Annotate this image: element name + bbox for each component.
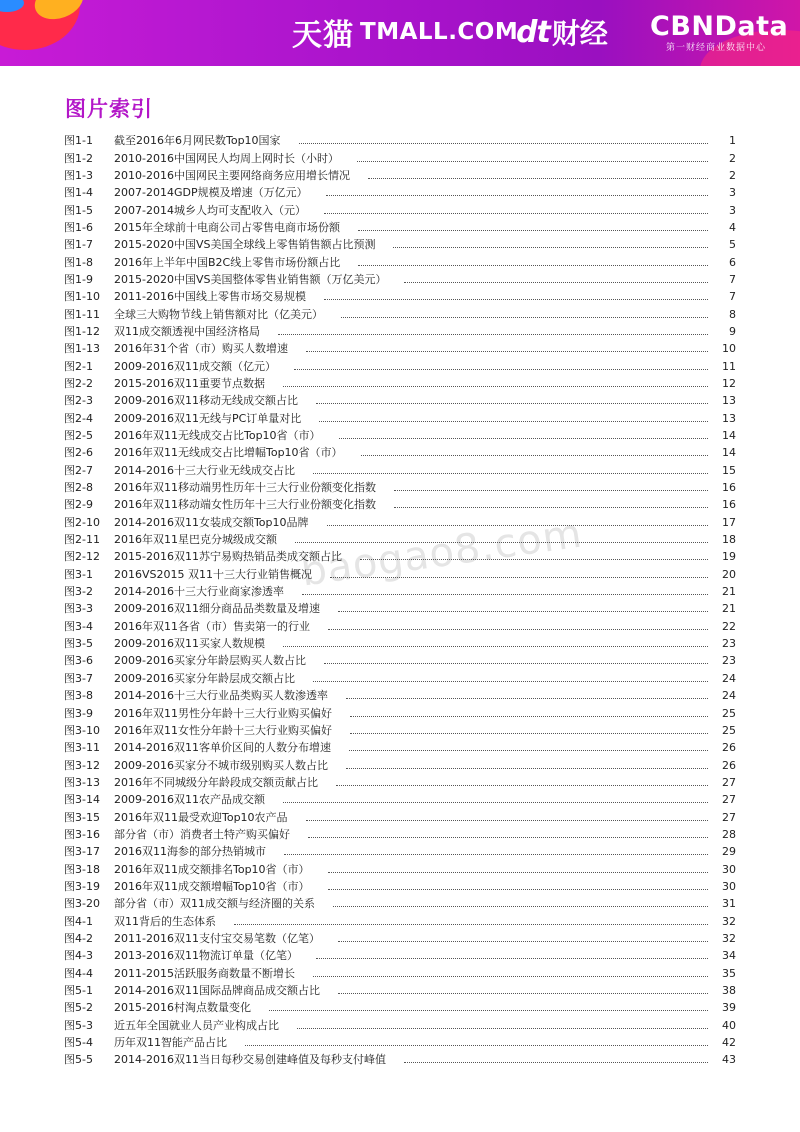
toc-dot-leader xyxy=(302,594,708,595)
toc-dot-leader xyxy=(283,802,708,803)
toc-figure-number: 图3-16 xyxy=(64,827,100,841)
toc-page-number: 9 xyxy=(729,324,736,338)
toc-dot-leader xyxy=(358,265,708,266)
toc-figure-title: 2009-2016买家分年龄层购买人数占比 xyxy=(114,654,306,668)
toc-entry[interactable] xyxy=(64,826,736,843)
toc-dot-leader xyxy=(328,872,708,873)
toc-entry[interactable] xyxy=(64,184,736,201)
toc-figure-title: 部分省（市）双11成交额与经济圈的关系 xyxy=(114,897,315,911)
toc-entry[interactable] xyxy=(64,392,736,409)
toc-dot-leader xyxy=(324,299,708,300)
toc-page-number: 7 xyxy=(729,272,736,286)
tmall-logo xyxy=(292,14,519,53)
toc-figure-number: 图3-12 xyxy=(64,758,100,772)
toc-entry[interactable] xyxy=(64,427,736,444)
toc-dot-leader xyxy=(333,906,708,907)
toc-page-number: 27 xyxy=(722,775,736,789)
toc-dot-leader xyxy=(283,646,708,647)
toc-dot-leader xyxy=(327,525,708,526)
toc-figure-number: 图2-4 xyxy=(64,411,93,425)
toc-page-number: 15 xyxy=(722,463,736,477)
toc-figure-number: 图4-3 xyxy=(64,949,93,963)
toc-figure-title: 2016年31个省（市）购买人数增速 xyxy=(114,342,288,356)
toc-figure-number: 图1-9 xyxy=(64,272,93,286)
toc-dot-leader xyxy=(324,213,708,214)
toc-figure-number: 图3-8 xyxy=(64,689,93,703)
toc-figure-number: 图3-14 xyxy=(64,793,100,807)
toc-entry[interactable] xyxy=(64,375,736,392)
toc-figure-number: 图3-13 xyxy=(64,775,100,789)
toc-entry[interactable] xyxy=(64,323,736,340)
toc-entry[interactable] xyxy=(64,739,736,756)
toc-dot-leader xyxy=(336,785,708,786)
toc-dot-leader xyxy=(284,854,708,855)
toc-entry[interactable] xyxy=(64,253,736,270)
toc-entry[interactable] xyxy=(64,635,736,652)
toc-dot-leader xyxy=(308,837,708,838)
toc-dot-leader xyxy=(245,1045,708,1046)
toc-figure-number: 图1-10 xyxy=(64,290,100,304)
toc-entry[interactable] xyxy=(64,444,736,461)
toc-dot-leader xyxy=(346,698,708,699)
toc-dot-leader xyxy=(306,820,708,821)
toc-entry[interactable] xyxy=(64,965,736,982)
toc-entry[interactable] xyxy=(64,305,736,322)
toc-figure-number: 图1-11 xyxy=(64,307,100,321)
toc-figure-number: 图2-2 xyxy=(64,376,93,390)
toc-entry[interactable] xyxy=(64,843,736,860)
toc-entry[interactable] xyxy=(64,496,736,513)
toc-dot-leader xyxy=(319,421,708,422)
toc-page-number: 5 xyxy=(729,238,736,252)
toc-page-number: 22 xyxy=(722,619,736,633)
toc-dot-leader xyxy=(313,976,708,977)
toc-figure-title: 2014-2016双11当日每秒交易创建峰值及每秒支付峰值 xyxy=(114,1053,386,1067)
toc-figure-number: 图2-9 xyxy=(64,498,93,512)
toc-figure-number: 图3-11 xyxy=(64,741,100,755)
toc-page-number: 39 xyxy=(722,1001,736,1015)
toc-entry[interactable] xyxy=(64,652,736,669)
toc-figure-title: 2007-2014城乡人均可支配收入（元） xyxy=(114,203,306,217)
toc-figure-title: 2009-2016买家分不城市级别购买人数占比 xyxy=(114,758,328,772)
toc-figure-title: 2016年双11星巴克分城级成交额 xyxy=(114,533,277,547)
toc-page-number: 21 xyxy=(722,585,736,599)
toc-figure-title: 2016年双11移动端男性历年十三大行业份额变化指数 xyxy=(114,481,376,495)
toc-page-number: 30 xyxy=(722,862,736,876)
toc-entry[interactable] xyxy=(64,149,736,166)
toc-dot-leader xyxy=(357,161,708,162)
toc-figure-title: 2014-2016十三大行业商家渗透率 xyxy=(114,585,284,599)
toc-entry[interactable] xyxy=(64,878,736,895)
toc-figure-number: 图3-20 xyxy=(64,897,100,911)
toc-figure-number: 图1-6 xyxy=(64,220,93,234)
toc-dot-leader xyxy=(313,681,708,682)
toc-figure-title: 2016年双11各省（市）售卖第一的行业 xyxy=(114,619,310,633)
toc-figure-number: 图5-5 xyxy=(64,1053,93,1067)
toc-figure-title: 截至2016年6月网民数Top10国家 xyxy=(114,134,281,148)
toc-figure-title: 2009-2016双11无线与PC订单量对比 xyxy=(114,411,302,425)
toc-figure-title: 2007-2014GDP规模及增速（万亿元） xyxy=(114,186,308,200)
toc-dot-leader xyxy=(294,369,708,370)
toc-figure-title: 双11成交额透视中国经济格局 xyxy=(114,324,260,338)
toc-page-number: 4 xyxy=(729,220,736,234)
toc-dot-leader xyxy=(338,993,708,994)
toc-entry[interactable] xyxy=(64,548,736,565)
toc-entry[interactable] xyxy=(64,462,736,479)
cbndata-logo xyxy=(650,11,789,54)
toc-entry[interactable] xyxy=(64,566,736,583)
toc-figure-number: 图3-19 xyxy=(64,879,100,893)
toc-page-number: 42 xyxy=(722,1036,736,1050)
toc-entry[interactable] xyxy=(64,340,736,357)
toc-figure-number: 图1-3 xyxy=(64,168,93,182)
toc-entry[interactable] xyxy=(64,357,736,374)
toc-figure-title: 2009-2016买家分年龄层成交额占比 xyxy=(114,671,295,685)
toc-entry[interactable] xyxy=(64,930,736,947)
toc-entry[interactable] xyxy=(64,1051,736,1068)
toc-dot-leader xyxy=(393,247,708,248)
toc-figure-title: 2009-2016双11买家人数规模 xyxy=(114,637,265,651)
toc-dot-leader xyxy=(338,611,708,612)
toc-figure-number: 图2-1 xyxy=(64,359,93,373)
toc-figure-title: 2015-2016双11重要节点数据 xyxy=(114,376,265,390)
toc-figure-number: 图3-4 xyxy=(64,619,93,633)
watermark: baogao8.com xyxy=(298,510,586,596)
toc-dot-leader xyxy=(316,958,708,959)
toc-dot-leader xyxy=(297,1028,708,1029)
toc-page-number: 29 xyxy=(722,845,736,859)
toc-figure-title: 2015-2020中国VS美国整体零售业销售额（万亿美元） xyxy=(114,272,387,286)
toc-page-number: 16 xyxy=(722,481,736,495)
toc-dot-leader xyxy=(283,386,708,387)
page-header-banner xyxy=(0,0,800,66)
toc-dot-leader xyxy=(313,473,708,474)
toc-figure-number: 图3-2 xyxy=(64,585,93,599)
toc-entry[interactable] xyxy=(64,670,736,687)
toc-figure-title: 2016VS2015 双11十三大行业销售概况 xyxy=(114,567,312,581)
toc-dot-leader xyxy=(330,577,708,578)
toc-page-number: 25 xyxy=(722,706,736,720)
toc-figure-number: 图5-3 xyxy=(64,1018,93,1032)
toc-figure-title: 部分省（市）消费者土特产购买偏好 xyxy=(114,827,290,841)
toc-entry[interactable] xyxy=(64,132,736,149)
toc-entry[interactable] xyxy=(64,1017,736,1034)
toc-figure-number: 图2-11 xyxy=(64,533,100,547)
toc-figure-title: 2016年上半年中国B2C线上零售市场份额占比 xyxy=(114,255,341,269)
toc-figure-title: 2015-2016村淘点数量变化 xyxy=(114,1001,251,1015)
toc-dot-leader xyxy=(339,438,708,439)
toc-page-number: 21 xyxy=(722,602,736,616)
toc-figure-number: 图1-7 xyxy=(64,238,93,252)
toc-entry[interactable] xyxy=(64,167,736,184)
toc-figure-number: 图1-1 xyxy=(64,134,93,148)
toc-figure-title: 2016年双11无线成交占比Top10省（市） xyxy=(114,429,321,443)
toc-figure-number: 图2-6 xyxy=(64,446,93,460)
toc-dot-leader xyxy=(349,750,708,751)
toc-figure-title: 双11背后的生态体系 xyxy=(114,914,216,928)
toc-dot-leader xyxy=(324,663,708,664)
toc-figure-number: 图1-4 xyxy=(64,186,93,200)
toc-page-number: 30 xyxy=(722,879,736,893)
toc-page-number: 32 xyxy=(722,931,736,945)
toc-dot-leader xyxy=(306,351,708,352)
toc-figure-number: 图5-1 xyxy=(64,984,93,998)
toc-figure-number: 图3-10 xyxy=(64,723,100,737)
toc-page-number: 23 xyxy=(722,654,736,668)
toc-figure-number: 图1-8 xyxy=(64,255,93,269)
toc-figure-number: 图1-12 xyxy=(64,324,100,338)
toc-figure-number: 图4-4 xyxy=(64,966,93,980)
toc-figure-title: 2016年双11最受欢迎Top10农产品 xyxy=(114,810,288,824)
toc-figure-number: 图2-5 xyxy=(64,429,93,443)
toc-page-number: 26 xyxy=(722,741,736,755)
toc-figure-number: 图3-18 xyxy=(64,862,100,876)
toc-figure-title: 2014-2016双11女装成交额Top10品牌 xyxy=(114,515,309,529)
toc-figure-title: 全球三大购物节线上销售额对比（亿美元） xyxy=(114,307,323,321)
toc-page-number: 8 xyxy=(729,307,736,321)
toc-figure-number: 图3-5 xyxy=(64,637,93,651)
toc-entry[interactable] xyxy=(64,583,736,600)
toc-figure-title: 2014-2016双11客单价区间的人数分布增速 xyxy=(114,741,331,755)
toc-page-number: 25 xyxy=(722,723,736,737)
toc-figure-number: 图4-1 xyxy=(64,914,93,928)
toc-page-number: 24 xyxy=(722,671,736,685)
toc-figure-title: 2014-2016十三大行业品类购买人数渗透率 xyxy=(114,689,328,703)
toc-figure-number: 图4-2 xyxy=(64,931,93,945)
toc-dot-leader xyxy=(234,924,708,925)
toc-dot-leader xyxy=(278,334,708,335)
toc-figure-title: 2009-2016双11移动无线成交额占比 xyxy=(114,394,298,408)
toc-entry[interactable] xyxy=(64,288,736,305)
toc-entry[interactable] xyxy=(64,947,736,964)
toc-figure-title: 2010-2016中国网民人均周上网时长（小时） xyxy=(114,151,339,165)
toc-entry[interactable] xyxy=(64,704,736,721)
toc-dot-leader xyxy=(394,490,708,491)
toc-figure-number: 图2-3 xyxy=(64,394,93,408)
toc-figure-title: 2015-2020中国VS美国全球线上零售销售额占比预测 xyxy=(114,238,376,252)
toc-figure-number: 图1-5 xyxy=(64,203,93,217)
toc-page-number: 13 xyxy=(722,394,736,408)
toc-figure-number: 图3-9 xyxy=(64,706,93,720)
toc-dot-leader xyxy=(358,230,708,231)
toc-figure-title: 历年双11智能产品占比 xyxy=(114,1036,227,1050)
tmall-logo-en: TMALL.COM xyxy=(360,19,519,45)
toc-figure-title: 近五年全国就业人员产业构成占比 xyxy=(114,1018,279,1032)
toc-figure-title: 2011-2016双11支付宝交易笔数（亿笔） xyxy=(114,931,320,945)
dt-logo-mark: dt xyxy=(516,14,550,50)
toc-figure-number: 图3-1 xyxy=(64,567,93,581)
toc-figure-number: 图5-4 xyxy=(64,1036,93,1050)
figure-index-list xyxy=(64,132,736,1069)
toc-page-number: 11 xyxy=(722,359,736,373)
toc-figure-number: 图3-3 xyxy=(64,602,93,616)
toc-figure-title: 2011-2016中国线上零售市场交易规模 xyxy=(114,290,306,304)
toc-entry[interactable] xyxy=(64,236,736,253)
toc-page-number: 19 xyxy=(722,550,736,564)
toc-page-number: 7 xyxy=(729,290,736,304)
toc-figure-number: 图2-8 xyxy=(64,481,93,495)
toc-page-number: 26 xyxy=(722,758,736,772)
toc-dot-leader xyxy=(404,1062,708,1063)
toc-dot-leader xyxy=(360,559,708,560)
toc-entry[interactable] xyxy=(64,860,736,877)
toc-entry[interactable] xyxy=(64,1034,736,1051)
toc-dot-leader xyxy=(328,629,708,630)
toc-page-number: 35 xyxy=(722,966,736,980)
toc-page-number: 16 xyxy=(722,498,736,512)
toc-figure-number: 图1-2 xyxy=(64,151,93,165)
toc-page-number: 38 xyxy=(722,984,736,998)
toc-figure-number: 图3-7 xyxy=(64,671,93,685)
toc-entry[interactable] xyxy=(64,895,736,912)
toc-figure-title: 2011-2015活跃服务商数量不断增长 xyxy=(114,966,295,980)
toc-figure-number: 图2-7 xyxy=(64,463,93,477)
toc-page-number: 14 xyxy=(722,429,736,443)
toc-entry[interactable] xyxy=(64,982,736,999)
toc-entry[interactable] xyxy=(64,479,736,496)
toc-figure-number: 图5-2 xyxy=(64,1001,93,1015)
toc-page-number: 40 xyxy=(722,1018,736,1032)
toc-figure-number: 图3-15 xyxy=(64,810,100,824)
cbndata-logo-en: CBNData xyxy=(650,11,789,42)
toc-figure-title: 2009-2016双11农产品成交额 xyxy=(114,793,265,807)
toc-figure-title: 2014-2016双11国际品牌商品成交额占比 xyxy=(114,984,320,998)
toc-page-number: 3 xyxy=(729,203,736,217)
toc-page-number: 2 xyxy=(729,151,736,165)
toc-dot-leader xyxy=(326,195,708,196)
dt-finance-logo xyxy=(516,14,608,50)
toc-entry[interactable] xyxy=(64,201,736,218)
toc-entry[interactable] xyxy=(64,618,736,635)
toc-figure-number: 图2-10 xyxy=(64,515,100,529)
toc-figure-title: 2016双11海参的部分热销城市 xyxy=(114,845,266,859)
toc-page-number: 1 xyxy=(729,134,736,148)
toc-page-number: 2 xyxy=(729,168,736,182)
toc-figure-number: 图1-13 xyxy=(64,342,100,356)
toc-figure-number: 图3-6 xyxy=(64,654,93,668)
toc-figure-title: 2013-2016双11物流订单量（亿笔） xyxy=(114,949,298,963)
toc-page-number: 27 xyxy=(722,793,736,807)
toc-figure-title: 2016年双11成交额排名Top10省（市） xyxy=(114,862,310,876)
toc-dot-leader xyxy=(341,317,708,318)
toc-figure-title: 2015年全球前十电商公司占零售电商市场份额 xyxy=(114,220,340,234)
toc-dot-leader xyxy=(316,403,708,404)
toc-entry[interactable] xyxy=(64,600,736,617)
toc-dot-leader xyxy=(361,455,708,456)
toc-figure-number: 图3-17 xyxy=(64,845,100,859)
toc-page-number: 14 xyxy=(722,446,736,460)
toc-dot-leader xyxy=(404,282,708,283)
toc-dot-leader xyxy=(299,143,708,144)
toc-dot-leader xyxy=(338,941,708,942)
toc-entry[interactable] xyxy=(64,774,736,791)
toc-page-number: 13 xyxy=(722,411,736,425)
toc-figure-title: 2016年双11男性分年龄十三大行业购买偏好 xyxy=(114,706,332,720)
page-title: 图片索引 xyxy=(65,97,153,121)
toc-entry[interactable] xyxy=(64,687,736,704)
toc-page-number: 6 xyxy=(729,255,736,269)
toc-page-number: 24 xyxy=(722,689,736,703)
toc-entry[interactable] xyxy=(64,722,736,739)
toc-figure-title: 2009-2016双11细分商品品类数量及增速 xyxy=(114,602,320,616)
toc-page-number: 3 xyxy=(729,186,736,200)
toc-figure-title: 2014-2016十三大行业无线成交占比 xyxy=(114,463,295,477)
toc-page-number: 31 xyxy=(722,897,736,911)
toc-page-number: 34 xyxy=(722,949,736,963)
toc-figure-title: 2016年双11女性分年龄十三大行业购买偏好 xyxy=(114,723,332,737)
toc-page-number: 43 xyxy=(722,1053,736,1067)
toc-entry[interactable] xyxy=(64,410,736,427)
toc-dot-leader xyxy=(368,178,708,179)
toc-dot-leader xyxy=(328,889,708,890)
toc-dot-leader xyxy=(394,507,708,508)
toc-page-number: 12 xyxy=(722,376,736,390)
toc-figure-title: 2010-2016中国网民主要网络商务应用增长情况 xyxy=(114,168,350,182)
toc-entry[interactable] xyxy=(64,808,736,825)
toc-page-number: 23 xyxy=(722,637,736,651)
toc-entry[interactable] xyxy=(64,791,736,808)
toc-figure-title: 2016年不同城级分年龄段成交额贡献占比 xyxy=(114,775,318,789)
toc-entry[interactable] xyxy=(64,912,736,929)
toc-dot-leader xyxy=(269,1010,708,1011)
dt-logo-cn: 财经 xyxy=(551,17,608,50)
toc-page-number: 28 xyxy=(722,827,736,841)
toc-dot-leader xyxy=(350,733,708,734)
toc-page-number: 18 xyxy=(722,533,736,547)
toc-page-number: 10 xyxy=(722,342,736,356)
toc-entry[interactable] xyxy=(64,271,736,288)
toc-page-number: 20 xyxy=(722,567,736,581)
toc-entry[interactable] xyxy=(64,514,736,531)
cbndata-logo-subtitle: 第一财经商业数据中心 xyxy=(665,43,766,53)
toc-figure-title: 2009-2016双11成交额（亿元） xyxy=(114,359,276,373)
toc-figure-number: 图2-12 xyxy=(64,550,100,564)
toc-dot-leader xyxy=(346,768,708,769)
toc-page-number: 17 xyxy=(722,515,736,529)
toc-page-number: 27 xyxy=(722,810,736,824)
toc-entry[interactable] xyxy=(64,999,736,1016)
toc-entry[interactable] xyxy=(64,756,736,773)
toc-page-number: 32 xyxy=(722,914,736,928)
toc-entry[interactable] xyxy=(64,219,736,236)
toc-dot-leader xyxy=(295,542,708,543)
toc-entry[interactable] xyxy=(64,531,736,548)
toc-figure-title: 2015-2016双11苏宁易购热销品类成交额占比 xyxy=(114,550,342,564)
toc-figure-title: 2016年双11移动端女性历年十三大行业份额变化指数 xyxy=(114,498,376,512)
toc-figure-title: 2016年双11成交额增幅Top10省（市） xyxy=(114,879,310,893)
toc-dot-leader xyxy=(350,716,708,717)
tmall-logo-cn: 天猫 xyxy=(292,18,354,53)
toc-figure-title: 2016年双11无线成交占比增幅Top10省（市） xyxy=(114,446,343,460)
